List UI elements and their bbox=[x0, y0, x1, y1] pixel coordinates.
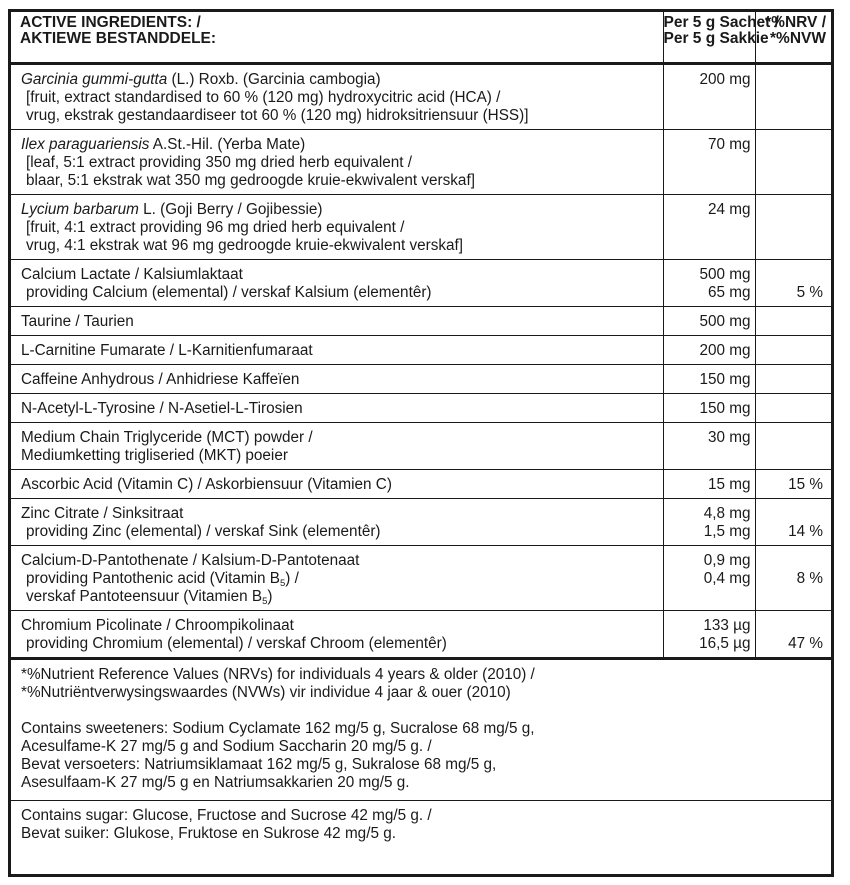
ingredient-name: Ascorbic Acid (Vitamin C) / Askorbiensuur (Vitamien C) bbox=[11, 470, 663, 499]
table-row bbox=[11, 336, 831, 365]
ingredient-amount: 0,9 mg 0,4 mg bbox=[663, 546, 755, 611]
ingredient-name: Garcinia gummi-gutta (L.) Roxb. (Garcinia cambogia) [fruit, extract standardised to 60 % (120 mg) hydroxycitric acid (HCA) / vrug, ekstrak gestandaardiseer tot 60 % (120 mg) hidroksitriensuur (HSS)] bbox=[11, 64, 663, 130]
ingredient-amount: 150 mg bbox=[663, 394, 755, 423]
ingredient-name: Calcium Lactate / Kalsiumlaktaat providing Calcium (elemental) / verskaf Kalsium (elementêr) bbox=[11, 260, 663, 307]
table-row bbox=[11, 130, 831, 195]
ingredient-nrv: 15 % bbox=[755, 470, 831, 499]
table-row bbox=[11, 394, 831, 423]
supplement-facts-panel bbox=[8, 9, 834, 877]
ingredient-nrv: 5 % bbox=[755, 260, 831, 307]
sweeteners-line: Contains sweeteners: Sodium Cyclamate 162 mg/5 g, Sucralose 68 mg/5 g, bbox=[21, 720, 535, 737]
header-ingredients: ACTIVE INGREDIENTS: / AKTIEWE BESTANDDELE: bbox=[11, 12, 663, 64]
ingredient-nrv bbox=[755, 307, 831, 336]
ingredient-nrv: 47 % bbox=[755, 611, 831, 659]
table-row bbox=[11, 195, 831, 260]
nrv-footnote-line: *%Nutrient Reference Values (NRVs) for individuals 4 years & older (2010) / bbox=[21, 666, 535, 683]
ingredient-nrv bbox=[755, 130, 831, 195]
ingredient-name: Zinc Citrate / Sinksitraat providing Zinc (elemental) / verskaf Sink (elementêr) bbox=[11, 499, 663, 546]
table-row bbox=[11, 546, 831, 611]
ingredient-amount: 500 mg bbox=[663, 307, 755, 336]
nrv-footnote-line: *%Nutriëntverwysingswaardes (NVWs) vir individue 4 jaar & ouer (2010) bbox=[21, 684, 511, 701]
ingredient-name: Ilex paraguariensis A.St.-Hil. (Yerba Mate) [leaf, 5:1 extract providing 350 mg dried herb equivalent / blaar, 5:1 ekstrak wat 350 mg gedroogde kruie-ekwivalent verskaf] bbox=[11, 130, 663, 195]
ingredient-amount: 4,8 mg 1,5 mg bbox=[663, 499, 755, 546]
ingredient-amount: 200 mg bbox=[663, 64, 755, 130]
ingredient-name: Medium Chain Triglyceride (MCT) powder / Mediumketting trigliseried (MKT) poeier bbox=[11, 423, 663, 470]
ingredient-amount: 24 mg bbox=[663, 195, 755, 260]
ingredient-name: Calcium-D-Pantothenate / Kalsium-D-Pantotenaat providing Pantothenic acid (Vitamin $B_5$) / verskaf Pantoteensuur (Vitamien $B_5$) bbox=[11, 546, 663, 611]
ingredient-amount: 30 mg bbox=[663, 423, 755, 470]
divider bbox=[11, 800, 831, 801]
ingredient-nrv: 14 % bbox=[755, 499, 831, 546]
ingredient-amount: 133 µg 16,5 µg bbox=[663, 611, 755, 659]
sugar-line: Bevat suiker: Glukose, Fruktose en Sukrose 42 mg/5 g. bbox=[21, 825, 396, 842]
sweeteners-line: Bevat versoeters: Natriumsiklamaat 162 mg/5 g, Sukralose 68 mg/5 g, bbox=[21, 756, 497, 773]
ingredient-name: L-Carnitine Fumarate / L-Karnitienfumaraat bbox=[11, 336, 663, 365]
sweeteners-line: Asesulfaam-K 27 mg/5 g en Natriumsakkarien 20 mg/5 g. bbox=[21, 774, 410, 791]
ingredient-nrv bbox=[755, 336, 831, 365]
ingredient-amount: 200 mg bbox=[663, 336, 755, 365]
ingredient-amount: 70 mg bbox=[663, 130, 755, 195]
table-row bbox=[11, 470, 831, 499]
ingredient-name: Caffeine Anhydrous / Anhidriese Kaffeïen bbox=[11, 365, 663, 394]
ingredients-table bbox=[11, 12, 831, 660]
ingredient-name: Lycium barbarum L. (Goji Berry / Gojibessie) [fruit, 4:1 extract providing 96 mg dried herb equivalent / vrug, 4:1 ekstrak wat 96 mg gedroogde kruie-ekwivalent verskaf] bbox=[11, 195, 663, 260]
ingredient-nrv bbox=[755, 195, 831, 260]
ingredient-nrv bbox=[755, 423, 831, 470]
sugar-line: Contains sugar: Glucose, Fructose and Sucrose 42 mg/5 g. / bbox=[21, 807, 432, 824]
ingredient-name: Taurine / Taurien bbox=[11, 307, 663, 336]
sweeteners-line: Acesulfame-K 27 mg/5 g and Sodium Saccharin 20 mg/5 g. / bbox=[21, 738, 432, 755]
table-row bbox=[11, 611, 831, 659]
ingredient-name: Chromium Picolinate / Chroompikolinaat providing Chromium (elemental) / verskaf Chroom (elementêr) bbox=[11, 611, 663, 659]
footnotes bbox=[11, 660, 831, 843]
table-row bbox=[11, 260, 831, 307]
ingredient-nrv bbox=[755, 64, 831, 130]
table-row bbox=[11, 499, 831, 546]
table-row bbox=[11, 307, 831, 336]
header-nrv: *%NRV / *%NVW bbox=[755, 12, 831, 64]
table-row bbox=[11, 423, 831, 470]
table-row bbox=[11, 365, 831, 394]
table-row bbox=[11, 64, 831, 130]
header-per-sachet: Per 5 g Sachet / Per 5 g Sakkie bbox=[663, 12, 755, 64]
ingredient-nrv: 8 % bbox=[755, 546, 831, 611]
ingredient-nrv bbox=[755, 365, 831, 394]
ingredient-amount: 500 mg 65 mg bbox=[663, 260, 755, 307]
ingredient-nrv bbox=[755, 394, 831, 423]
ingredient-amount: 150 mg bbox=[663, 365, 755, 394]
ingredient-name: N-Acetyl-L-Tyrosine / N-Asetiel-L-Tirosien bbox=[11, 394, 663, 423]
ingredient-amount: 15 mg bbox=[663, 470, 755, 499]
table-header bbox=[11, 12, 831, 64]
